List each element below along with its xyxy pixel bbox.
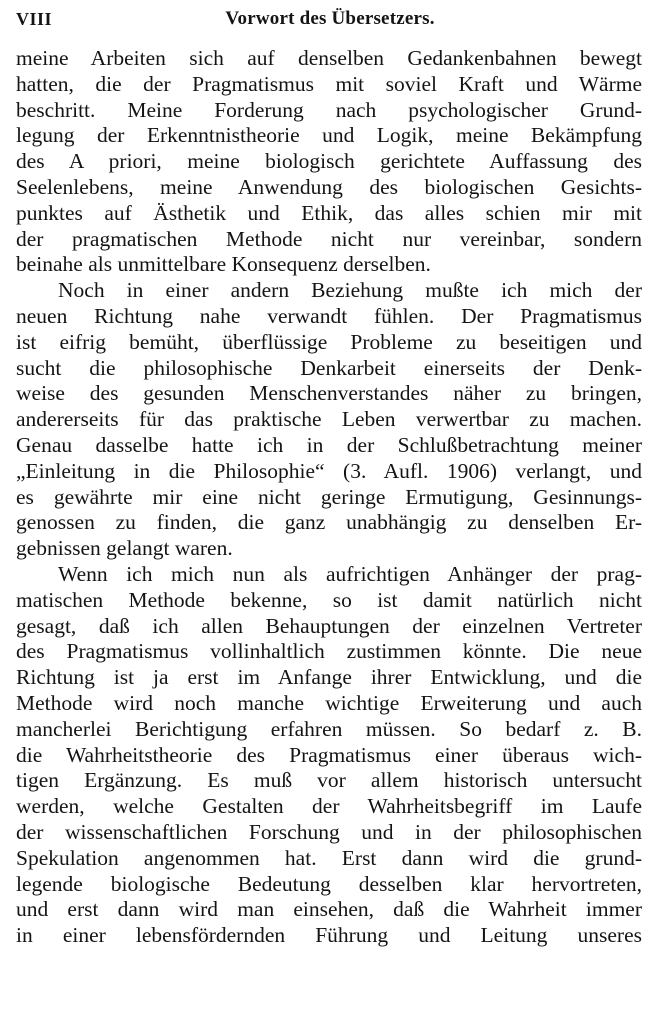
text-line: legung der Erkenntnistheorie und Logik, meine Bekämpfung (16, 123, 642, 148)
running-title: Vorwort des Übersetzers. (225, 8, 435, 29)
text-line: Richtung ist ja erst im Anfange ihrer Entwicklung, und die (16, 665, 642, 690)
paragraph-start-line: Noch in einer andern Beziehung mußte ich mich der (58, 278, 642, 303)
text-line: die Wahrheitstheorie des Pragmatismus einer überaus wich- (16, 742, 642, 767)
text-line: gesagt, daß ich allen Behauptungen der einzelnen Vertreter (16, 613, 642, 638)
text-line: Genau dasselbe hatte ich in der Schlußbetrachtung meiner (16, 432, 642, 457)
text-line: andererseits für das praktische Leben verwertbar zu machen. (16, 407, 642, 432)
text-line: weise des gesunden Menschenverstandes näher zu bringen, (16, 381, 642, 406)
text-line: genossen zu finden, die ganz unabhängig zu denselben Er- (16, 510, 642, 535)
text-line: neuen Richtung nahe verwandt fühlen. Der Pragmatismus (16, 303, 642, 328)
paragraph-start-line: Wenn ich mich nun als aufrichtigen Anhänger der prag- (58, 561, 642, 586)
page-number: VIII (16, 9, 53, 29)
text-line: es gewährte mir eine nicht geringe Ermutigung, Gesinnungs- (16, 484, 642, 509)
text-line: des Pragmatismus vollinhaltlich zustimmen könnte. Die neue (16, 639, 642, 664)
text-line: tigen Ergänzung. Es muß vor allem historisch untersucht (16, 768, 642, 793)
text-line: sucht die philosophische Denkarbeit einerseits der Denk- (16, 355, 642, 380)
text-line: Seelenlebens, meine Anwendung des biologischen Gesichts- (16, 174, 642, 199)
text-line: punktes auf Ästhetik und Ethik, das alles schien mir mit (16, 200, 642, 225)
text-line: „Einleitung in die Philosophie“ (3. Aufl. 1906) verlangt, und (16, 458, 642, 483)
text-line: werden, welche Gestalten der Wahrheitsbegriff im Laufe (16, 794, 642, 819)
text-line: matischen Methode bekenne, so ist damit natürlich nicht (16, 587, 642, 612)
text-line: Spekulation angenommen hat. Erst dann wird die grund- (16, 845, 642, 870)
text-line: hatten, die der Pragmatismus mit soviel Kraft und Wärme (16, 71, 642, 96)
paragraph-end-line: beinahe als unmittelbare Konsequenz derselben. (16, 252, 431, 277)
text-line: ist eifrig bemüht, überflüssige Probleme zu beseitigen und (16, 329, 642, 354)
text-line: und erst dann wird man einsehen, daß die Wahrheit immer (16, 897, 642, 922)
text-line: beschritt. Meine Forderung nach psychologischer Grund- (16, 97, 642, 122)
text-line: mancherlei Berichtigung erfahren müssen. So bedarf z. B. (16, 716, 642, 741)
text-line: legende biologische Bedeutung desselben klar hervortreten, (16, 871, 642, 896)
page-header (14, 4, 646, 34)
paragraph-end-line: gebnissen gelangt waren. (16, 536, 233, 561)
text-line: des A priori, meine biologisch gerichtete Auffassung des (16, 149, 642, 174)
text-line: meine Arbeiten sich auf denselben Gedankenbahnen bewegt (16, 46, 642, 70)
body-text (16, 46, 642, 949)
text-line: der wissenschaftlichen Forschung und in der philosophischen (16, 819, 642, 844)
text-line: der pragmatischen Methode nicht nur vereinbar, sondern (16, 226, 642, 251)
text-line: in einer lebensfördernden Führung und Leitung unseres (16, 923, 642, 948)
text-line: Methode wird noch manche wichtige Erweiterung und auch (16, 690, 642, 715)
